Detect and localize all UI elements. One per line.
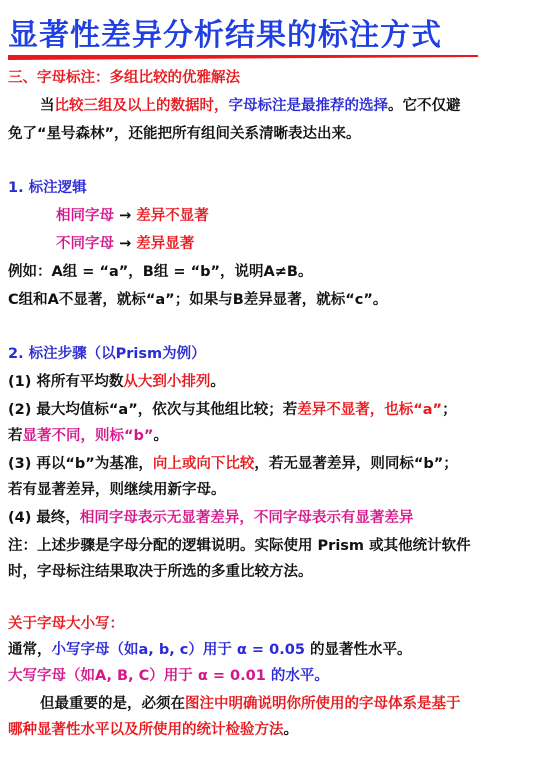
case-highlight: 哪种显著性水平以及所使用的统计检验方法 [8, 722, 284, 738]
step-text: (1) 将所有平均数 [8, 374, 124, 390]
note-line-1: 注：上述步骤是字母分配的逻辑说明。实际使用 Prism 或其他统计软件 [8, 538, 471, 554]
diff-letter-label: 不同字母 [56, 236, 114, 252]
step-2-cont [8, 426, 168, 446]
intro-line-1 [40, 96, 461, 116]
logic-example-1: 例如：A组 = “a”，B组 = “b”，说明A≠B。 [8, 264, 313, 280]
case-text: 通常， [8, 642, 52, 658]
intro-text: 当 [40, 98, 55, 114]
step-text: ，若无显著差异，则同标“b”； [254, 456, 458, 472]
steps-heading: 2. 标注步骤（以Prism为例） [8, 346, 206, 362]
case-line-3 [40, 694, 461, 714]
intro-text: 。它不仅避 [388, 98, 461, 114]
case-line-1 [8, 640, 411, 660]
section-heading: 三、字母标注：多组比较的优雅解法 [8, 70, 240, 86]
logic-heading: 1. 标注逻辑 [8, 180, 87, 196]
step-3-cont: 若有显著差异，则继续用新字母。 [8, 482, 226, 498]
step-4 [8, 508, 413, 528]
case-text: 的水平。 [265, 668, 329, 684]
intro-highlight-blue: 字母标注是最推荐的选择 [228, 98, 388, 114]
step-text: (4) 最终， [8, 510, 80, 526]
case-heading: 关于字母大小写： [8, 616, 124, 632]
step-highlight: 从大到小排列 [123, 374, 211, 390]
step-highlight: 向上或向下比较 [152, 456, 255, 472]
diff-letter-result: 差异显著 [136, 236, 195, 252]
logic-example-2: C组和A不显著，就标“a”；如果与B差异显著，就标“c”。 [8, 292, 388, 308]
step-text: 。 [153, 428, 168, 444]
intro-highlight-red: 比较三组及以上的数据时， [54, 98, 229, 114]
step-2 [8, 400, 457, 420]
step-text: (2) 最大均值标“a”，依次与其他组比较；若 [8, 402, 298, 418]
step-highlight: 相同字母表示无显著差异，不同字母表示有显著差异 [79, 510, 414, 526]
title-underline [8, 54, 478, 60]
step-text: (3) 再以“b”为基准， [8, 456, 153, 472]
step-1 [8, 372, 225, 392]
step-3 [8, 454, 458, 474]
case-line-2 [8, 666, 329, 686]
logic-diff-row [56, 234, 194, 254]
arrow-icon: → [119, 236, 132, 252]
note-line-2: 时，字母标注结果取决于所选的多重比较方法。 [8, 564, 313, 580]
logic-same-row [56, 206, 209, 226]
arrow-icon: → [119, 208, 132, 224]
case-line-4 [8, 720, 298, 740]
case-highlight: 图注中明确说明你所使用的字母体系是基于 [185, 696, 461, 712]
step-highlight: 差异不显著，也标“a” [297, 402, 443, 418]
title-block [8, 6, 528, 62]
step-text: 若 [8, 428, 23, 444]
page-title: 显著性差异分析结果的标注方式 [8, 18, 442, 53]
case-text: 但最重要的是，必须在 [40, 696, 185, 712]
same-letter-result: 差异不显著 [136, 208, 209, 224]
case-highlight: 大写字母（如A, B, C）用于 α = 0.01 [8, 668, 266, 684]
case-text: 。 [283, 722, 298, 738]
intro-line-2: 免了“星号森林”，还能把所有组间关系清晰表达出来。 [8, 126, 361, 142]
step-text: ； [442, 402, 457, 418]
step-highlight: 显著不同，则标“b” [22, 428, 154, 444]
same-letter-label: 相同字母 [56, 208, 114, 224]
case-highlight: 小写字母（如a, b, c）用于 α = 0.05 [51, 642, 305, 658]
case-text: 的显著性水平。 [304, 642, 412, 658]
step-text: 。 [210, 374, 225, 390]
